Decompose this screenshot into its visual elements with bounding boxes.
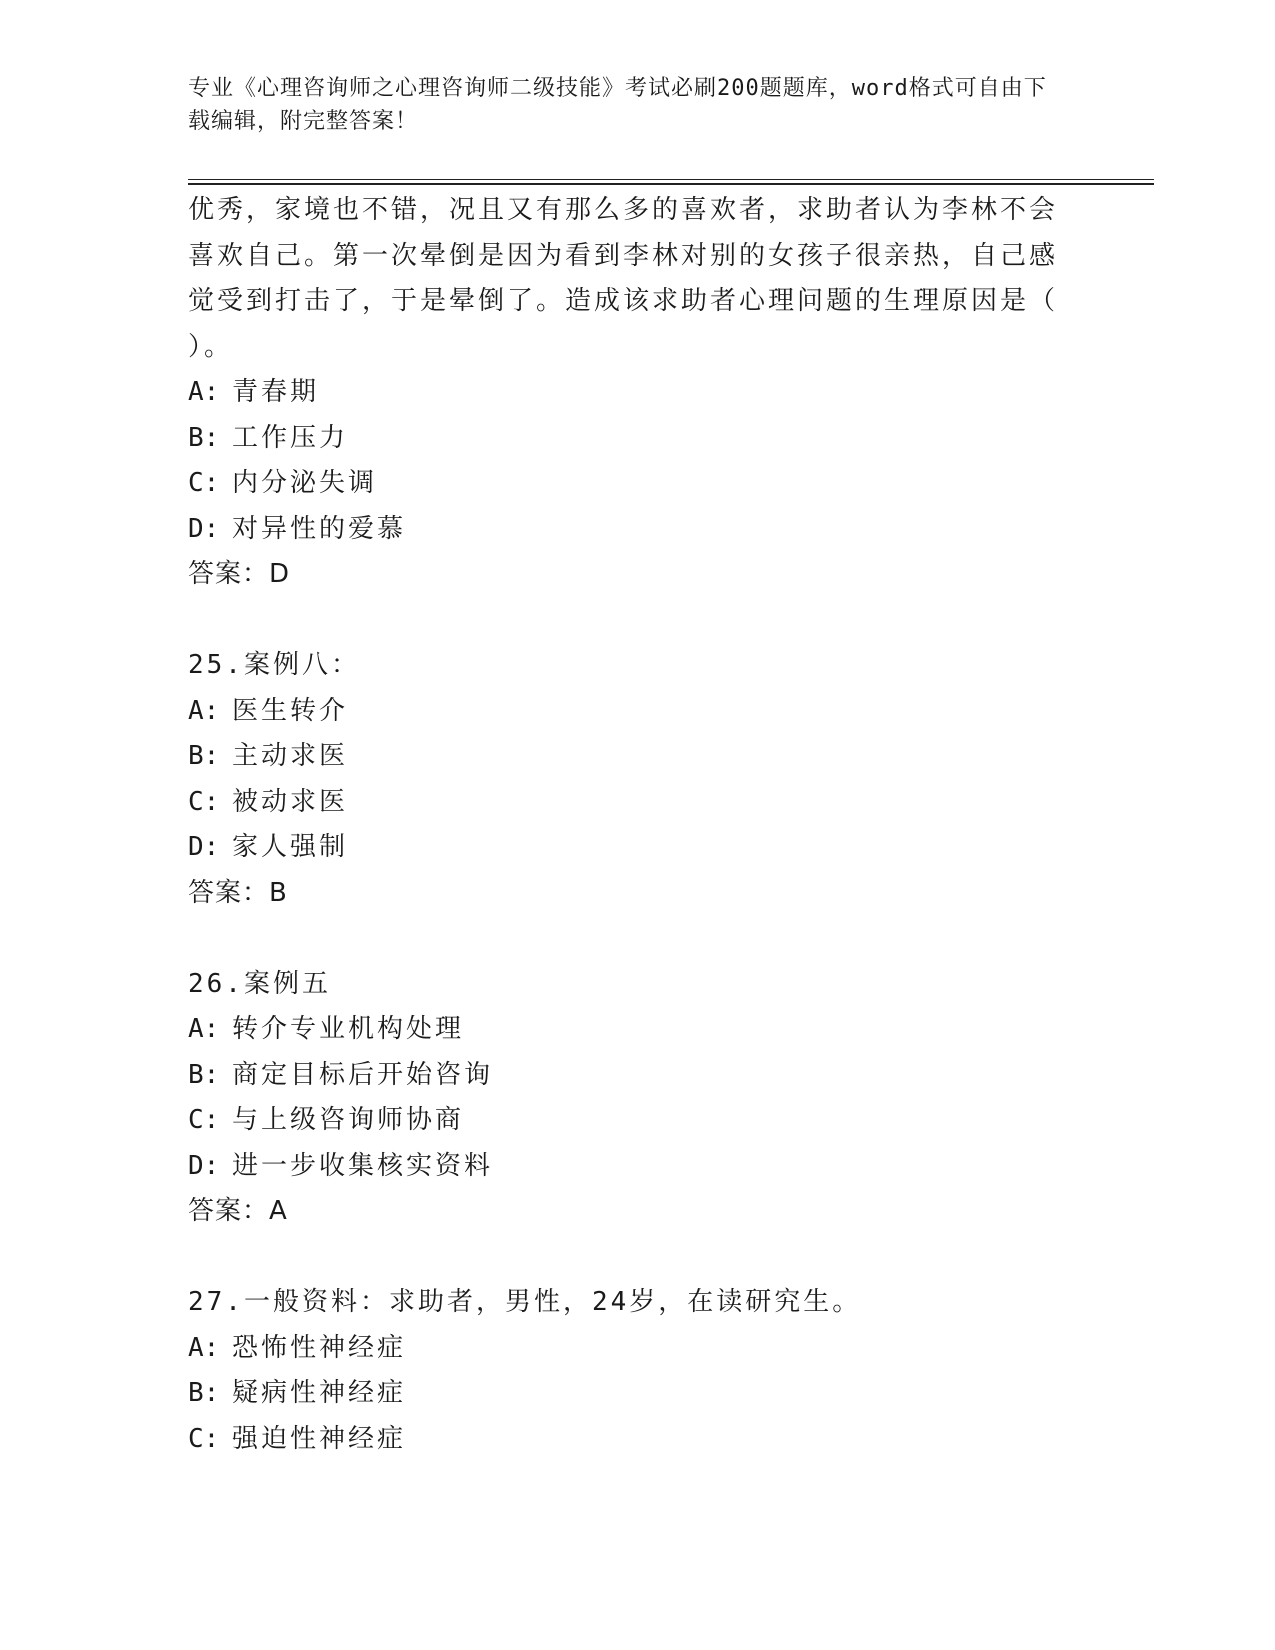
option-letter: C: (188, 1423, 220, 1454)
question-stem: 27.一般资料：求助者，男性，24岁，在读研究生。 (188, 1287, 862, 1317)
option-c (188, 1098, 1088, 1144)
option-text: 恐怖性神经症 (232, 1332, 407, 1363)
option-text: 强迫性神经症 (232, 1423, 407, 1454)
option-letter: B: (188, 1059, 220, 1090)
option-letter: C: (188, 468, 220, 498)
spacer (188, 916, 1088, 962)
option-text: 青春期 (232, 377, 320, 407)
header-divider-thick (188, 183, 1154, 185)
option-letter: A: (188, 1014, 220, 1044)
option-a (188, 689, 1088, 735)
document-body (188, 188, 1088, 1462)
option-letter: A: (188, 695, 220, 726)
option-letter: D: (188, 1150, 220, 1181)
option-letter: D: (188, 832, 220, 862)
option-text: 家人强制 (232, 832, 349, 862)
spacer (188, 1235, 1088, 1281)
option-b (188, 416, 1088, 462)
option-a (188, 1007, 1088, 1053)
option-d (188, 1144, 1088, 1190)
document-header: 专业《心理咨询师之心理咨询师二级技能》考试必刷200题题库，word格式可自由下载编辑，附完整答案！ (188, 76, 1047, 134)
option-text: 商定目标后开始咨询 (232, 1059, 494, 1090)
question-26 (188, 962, 1088, 1235)
question-stem: 26.案例五 (188, 968, 331, 999)
option-d (188, 825, 1088, 871)
option-text: 医生转介 (232, 695, 349, 726)
option-text: 与上级咨询师协商 (232, 1105, 465, 1135)
answer: 答案：A (188, 1196, 288, 1226)
answer: 答案：B (188, 877, 288, 908)
option-letter: A: (188, 377, 220, 407)
option-text: 进一步收集核实资料 (232, 1150, 494, 1181)
option-text: 对异性的爱慕 (232, 513, 407, 544)
option-b (188, 734, 1088, 780)
option-a (188, 1326, 1088, 1372)
question-continuation (188, 188, 1088, 598)
option-letter: D: (188, 513, 220, 544)
option-text: 内分泌失调 (232, 468, 378, 498)
option-c (188, 1417, 1088, 1463)
option-b (188, 1053, 1088, 1099)
option-c (188, 461, 1088, 507)
header-divider-thin (188, 179, 1154, 180)
stem-line: 喜欢自己。第一次晕倒是因为看到李林对别的女孩子很亲热，自己感 (188, 240, 1059, 271)
stem-line: 觉受到打击了，于是晕倒了。造成该求助者心理问题的生理原因是（ (188, 286, 1059, 316)
option-letter: B: (188, 1378, 220, 1408)
spacer (188, 598, 1088, 644)
option-text: 主动求医 (232, 741, 349, 771)
option-text: 转介专业机构处理 (232, 1014, 465, 1044)
option-letter: B: (188, 422, 220, 453)
question-27 (188, 1280, 1088, 1462)
option-b (188, 1371, 1088, 1417)
option-text: 疑病性神经症 (232, 1378, 407, 1408)
stem-line: ）。 (188, 331, 234, 362)
question-stem: 25.案例八： (188, 650, 360, 680)
option-letter: A: (188, 1332, 220, 1363)
option-letter: C: (188, 786, 220, 817)
option-c (188, 780, 1088, 826)
option-letter: C: (188, 1105, 220, 1135)
question-25 (188, 643, 1088, 916)
answer: 答案：D (188, 559, 291, 589)
option-d (188, 507, 1088, 553)
option-text: 被动求医 (232, 786, 349, 817)
stem-line: 优秀，家境也不错，况且又有那么多的喜欢者，求助者认为李林不会 (188, 195, 1059, 225)
option-a (188, 370, 1088, 416)
option-letter: B: (188, 741, 220, 771)
option-text: 工作压力 (232, 422, 349, 453)
